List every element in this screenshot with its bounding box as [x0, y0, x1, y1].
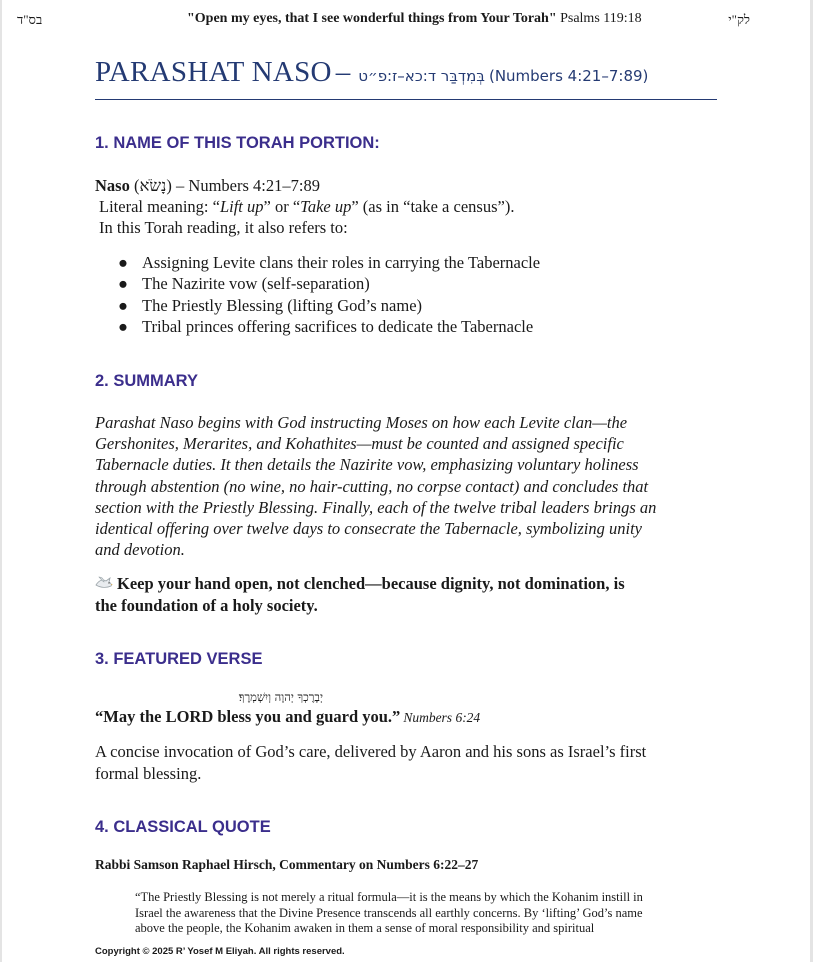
verse-english [95, 707, 480, 727]
title-underline [95, 99, 717, 100]
verse-desc-line: formal blessing. [95, 763, 202, 783]
list-item [118, 295, 540, 316]
list-item-text: The Priestly Blessing (lifting God’s name) [142, 295, 423, 315]
literal-prefix: Literal meaning: “ [99, 197, 220, 216]
literal-meaning [99, 196, 514, 217]
callout-line: Keep your hand open, not clenched—because dignity, not domination, is [117, 574, 625, 593]
summary-line: Parashat Naso begins with God instructing Moses on how each Levite clan—the [95, 413, 628, 432]
portion-name-hebrew: (נָשֹׂא) [133, 176, 172, 195]
header-hebrew-right: לק"י [728, 12, 750, 27]
literal-mid: ” or “ [263, 197, 301, 216]
page-edge-left [0, 0, 2, 962]
verse-citation: Numbers 6:24 [403, 710, 481, 725]
title-hebrew-ref: בְּמִדְבַּר ד:כא–ז:פ״ט [358, 67, 485, 85]
portion-name-ref: – Numbers 4:21–7:89 [176, 176, 320, 195]
bullet-icon: ● [118, 274, 128, 294]
literal-take-up: Take up [300, 197, 352, 216]
section-heading-name: 1. NAME OF THIS TORAH PORTION: [95, 134, 380, 152]
page-title [95, 56, 648, 89]
refers-to-text: In this Torah reading, it also refers to: [99, 218, 348, 237]
section-heading-quote: 4. CLASSICAL QUOTE [95, 818, 271, 836]
section-heading-verse: 3. FEATURED VERSE [95, 650, 263, 668]
portion-name-line [95, 175, 320, 196]
summary-line: through abstention (no wine, no hair-cutting, no corpse contact) and concludes that [95, 476, 649, 496]
summary-paragraph [95, 412, 707, 560]
bullet-icon: ● [118, 316, 128, 336]
title-english-ref: (Numbers 4:21–7:89) [488, 67, 649, 85]
title-dash: – [335, 56, 351, 88]
verse-description [95, 741, 705, 784]
dove-icon [95, 576, 113, 590]
literal-lift-up: Lift up [219, 197, 264, 216]
verse-desc-line: A concise invocation of God’s care, delivered by Aaron and his sons as Israel’s first [95, 742, 647, 761]
section-heading-summary: 2. SUMMARY [95, 372, 198, 390]
bullet-icon: ● [118, 253, 128, 272]
summary-line: identical offering over twelve days to consecrate the Tabernacle, symbolizing unity [95, 519, 642, 539]
list-item-text: Tribal princes offering sacrifices to dedicate the Tabernacle [142, 316, 534, 336]
verse-hebrew: יְבָרֶכְךָ יְהוָה וְיִשְׁמְרֶךָ׃ [238, 690, 323, 704]
quote-line: “The Priestly Blessing is not merely a ritual formula—it is the means by which the Kohanim instill in [135, 890, 643, 904]
header-epigraph [187, 11, 642, 27]
quote-line: Israel the awareness that the Divine Presence transcends all earthly concerns. By ‘lifting’ God’s name [135, 905, 643, 920]
epigraph-ref: Psalms 119:18 [560, 11, 642, 26]
epigraph-quote: "Open my eyes, that I see wonderful things from Your Torah" [187, 11, 557, 26]
quote-attribution: Rabbi Samson Raphael Hirsch, Commentary on Numbers 6:22–27 [95, 857, 479, 872]
copyright-footer: Copyright © 2025 R’ Yosef M Eliyah. All rights reserved. [95, 946, 345, 957]
list-item-text: The Nazirite vow (self-separation) [142, 274, 370, 294]
summary-line: Tabernacle duties. It then details the Nazirite vow, emphasizing voluntary holiness [95, 455, 639, 475]
list-item [118, 273, 540, 294]
quote-line: above the people, the Kohanim awaken in them a sense of moral responsibility and spiritual [135, 921, 595, 935]
portion-name: Naso [95, 176, 130, 195]
list-item [118, 316, 540, 337]
summary-line: section with the Priestly Blessing. Finally, each of the twelve tribal leaders brings an [95, 497, 657, 517]
list-item [118, 252, 540, 273]
list-item-text: Assigning Levite clans their roles in carrying the Tabernacle [142, 253, 541, 272]
summary-line: and devotion. [95, 540, 185, 560]
key-message-callout [95, 573, 720, 616]
literal-suffix: ” (as in “take a census”). [351, 197, 515, 216]
title-main: PARASHAT NASO [95, 56, 332, 88]
bullet-icon: ● [118, 295, 128, 315]
topic-list [118, 252, 540, 337]
verse-text: “May the LORD bless you and guard you.” [95, 707, 401, 726]
classical-quote [135, 890, 695, 937]
summary-line: Gershonites, Merarites, and Kohathites—must be counted and assigned specific [95, 434, 624, 454]
callout-line: the foundation of a holy society. [95, 595, 318, 615]
header-hebrew-left: בס"ד [17, 12, 43, 27]
